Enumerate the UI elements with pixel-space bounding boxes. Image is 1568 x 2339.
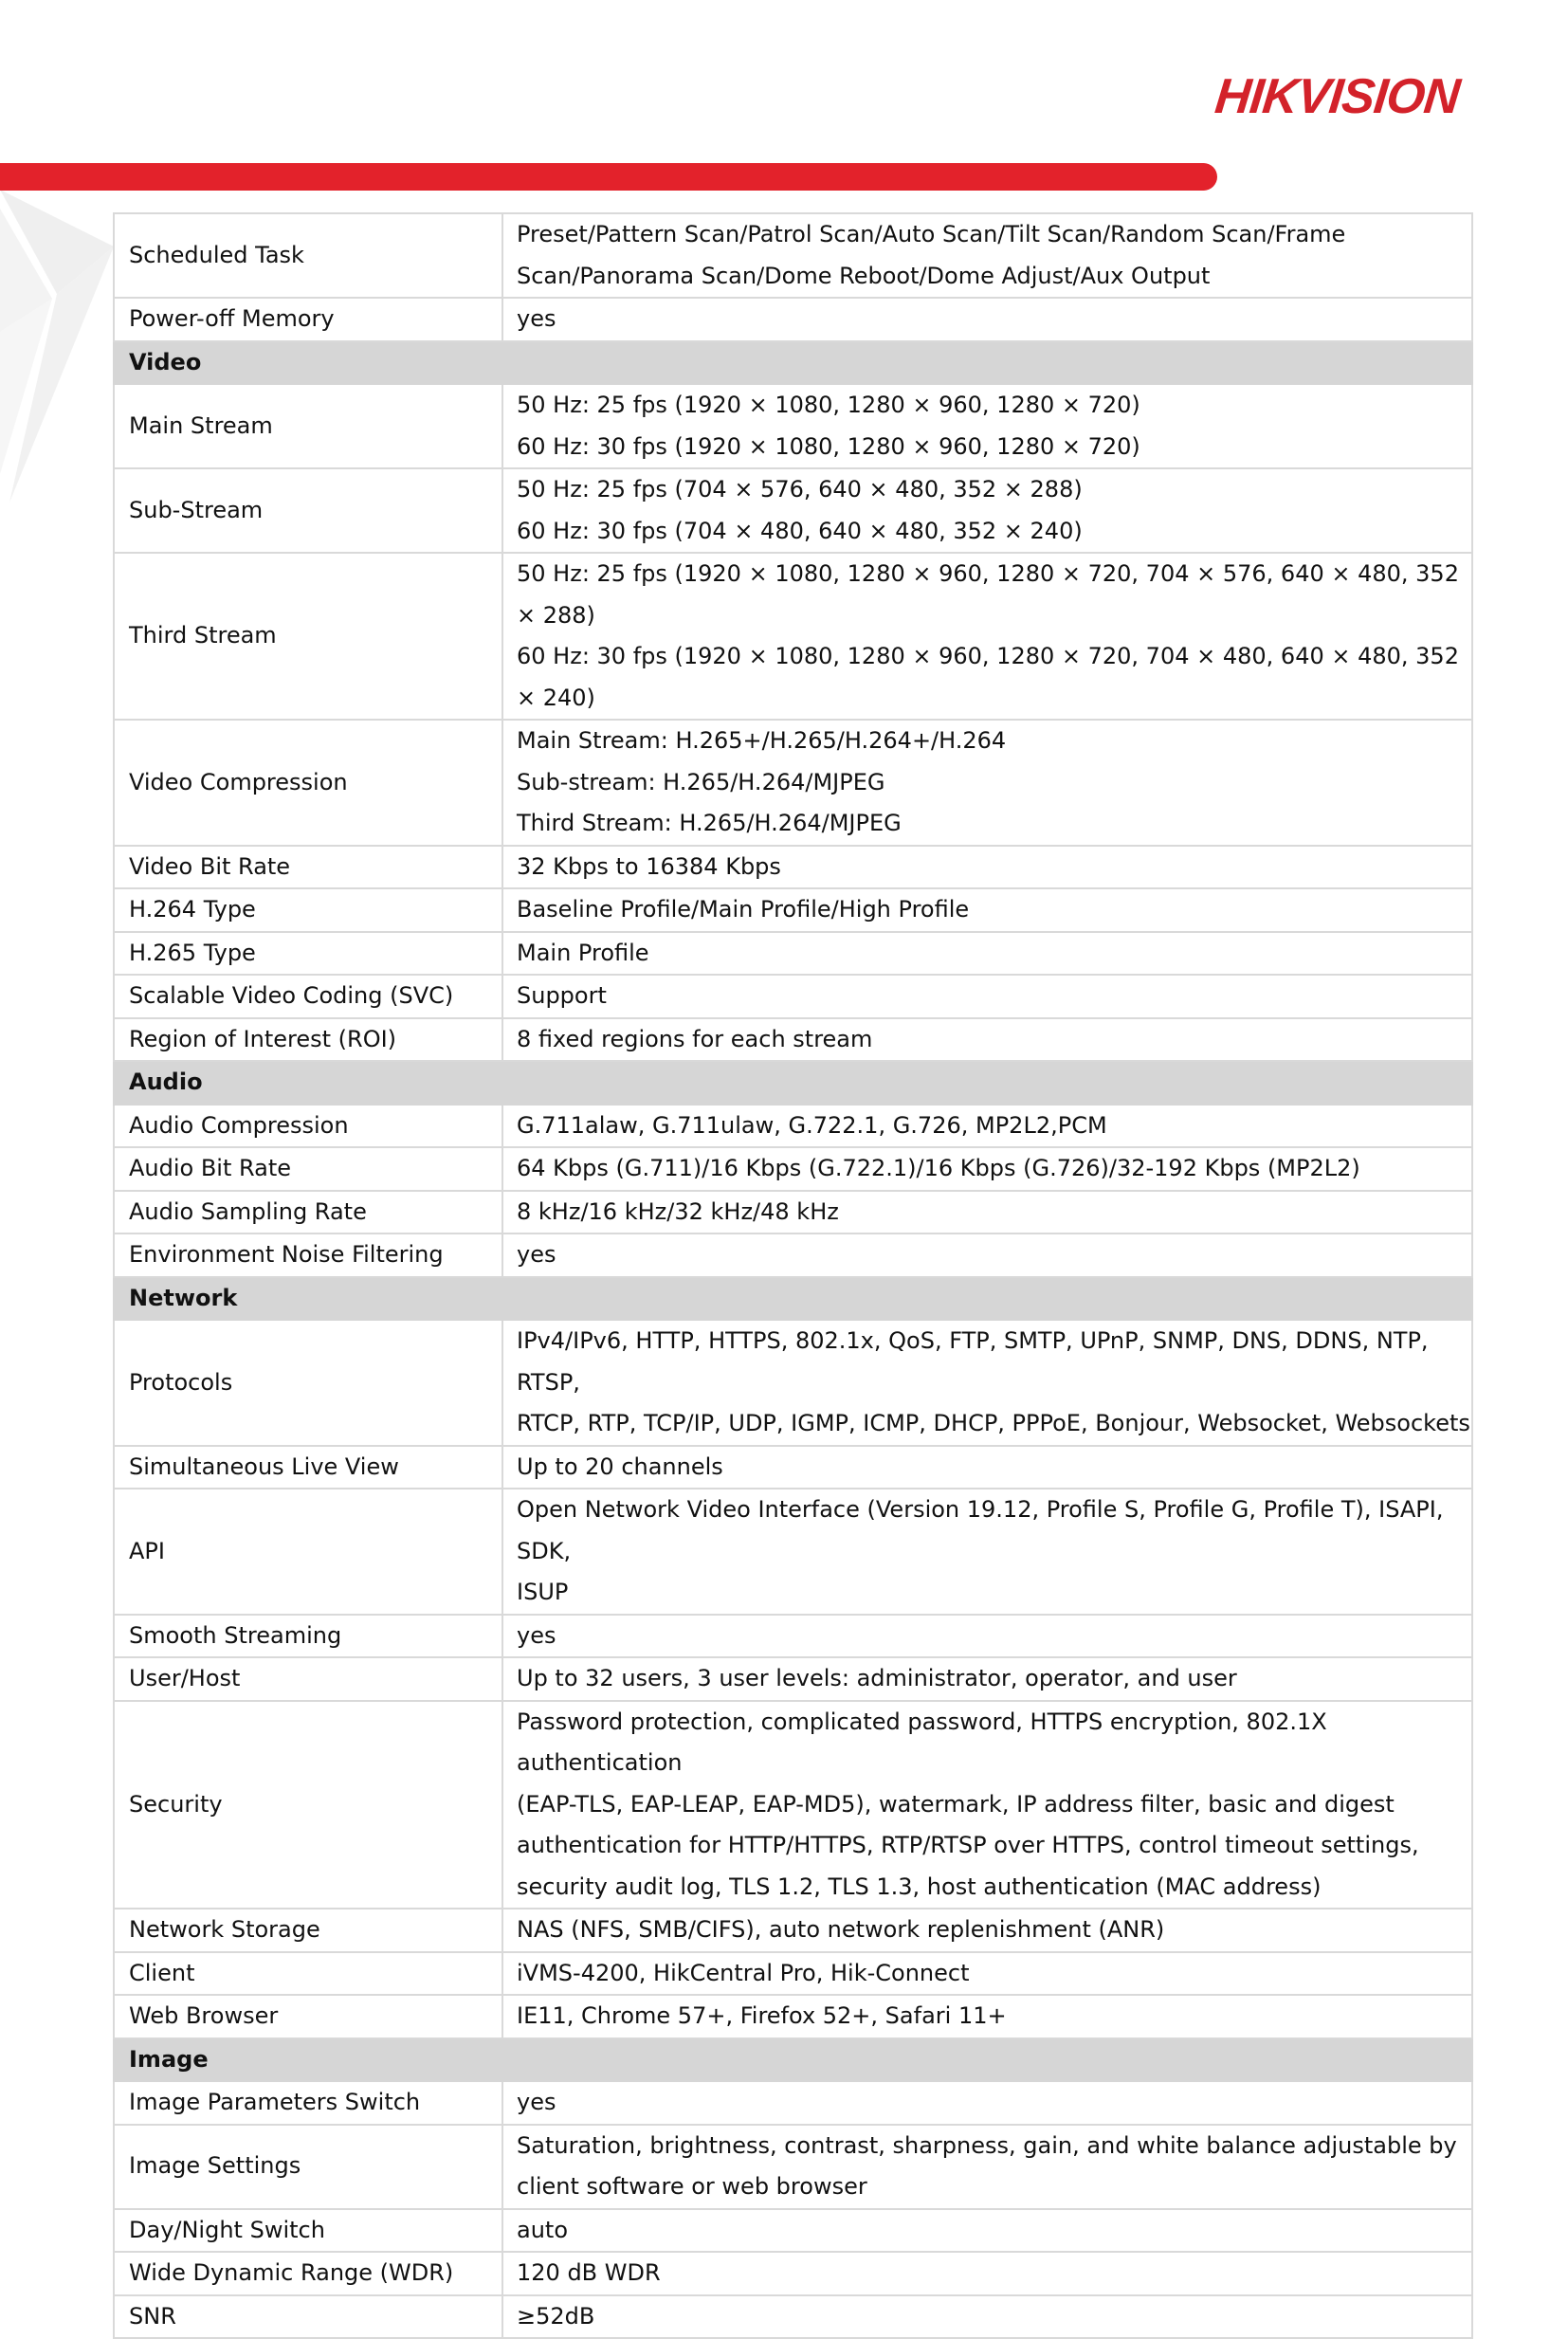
spec-label: Day/Night Switch [114, 2209, 502, 2253]
spec-value [502, 2252, 1472, 2295]
spec-value-line: Saturation, brightness, contrast, sharpness, gain, and white balance adjustable by [517, 2131, 1457, 2159]
spec-value [502, 1615, 1472, 1658]
section-header-row [114, 2038, 1472, 2082]
spec-row [114, 1615, 1472, 1658]
spec-value-line: Support [517, 982, 607, 1009]
spec-label: API [114, 1489, 502, 1615]
spec-label: Scheduled Task [114, 213, 502, 298]
section-title: Image [114, 2038, 1472, 2082]
spec-value-line: client software or web browser [517, 2173, 867, 2200]
spec-value-line: auto [517, 2216, 569, 2243]
spec-label: Simultaneous Live View [114, 1446, 502, 1489]
spec-value [502, 1701, 1472, 1910]
spec-row [114, 1657, 1472, 1701]
spec-value-line: RTCP, RTP, TCP/IP, UDP, IGMP, ICMP, DHCP, PPPoE, Bonjour, Websocket, Websockets [517, 1410, 1470, 1436]
spec-value-line: 50 Hz: 25 fps (1920 × 1080, 1280 × 960, 1280 × 720) [517, 392, 1140, 418]
spec-row [114, 1909, 1472, 1952]
spec-value-line: Third Stream: H.265/H.264/MJPEG [517, 810, 902, 836]
spec-table [113, 212, 1473, 2339]
spec-value-line: 120 dB WDR [517, 2259, 661, 2286]
spec-value [502, 1952, 1472, 1996]
spec-value-line: IE11, Chrome 57+, Firefox 52+, Safari 11+ [517, 2002, 1007, 2029]
spec-row [114, 1995, 1472, 2038]
spec-value-line: Sub-stream: H.265/H.264/MJPEG [517, 768, 885, 795]
spec-label: Audio Compression [114, 1105, 502, 1148]
spec-row [114, 846, 1472, 889]
spec-value-line: 60 Hz: 30 fps (1920 × 1080, 1280 × 960, 1280 × 720, 704 × 480, 640 × 480, 352 × 240) [517, 643, 1459, 711]
spec-row [114, 932, 1472, 976]
spec-value-line: Baseline Profile/Main Profile/High Profile [517, 896, 970, 923]
spec-value [502, 1191, 1472, 1234]
spec-value [502, 468, 1472, 553]
spec-row [114, 1191, 1472, 1234]
spec-row [114, 1952, 1472, 1996]
spec-value-line: Up to 32 users, 3 user levels: administrator, operator, and user [517, 1665, 1237, 1691]
spec-label: Main Stream [114, 384, 502, 468]
spec-value [502, 553, 1472, 720]
spec-value [502, 1233, 1472, 1277]
spec-value-line: Up to 20 channels [517, 1453, 723, 1480]
spec-value [502, 1446, 1472, 1489]
spec-value-line: yes [517, 1241, 556, 1268]
spec-row [114, 1446, 1472, 1489]
spec-row [114, 213, 1472, 298]
spec-label: SNR [114, 2295, 502, 2339]
spec-label: Image Settings [114, 2125, 502, 2209]
spec-label: Environment Noise Filtering [114, 1233, 502, 1277]
spec-row [114, 2295, 1472, 2339]
spec-label: Audio Bit Rate [114, 1147, 502, 1191]
spec-value-line: yes [517, 305, 556, 332]
spec-value-line: IPv4/IPv6, HTTP, HTTPS, 802.1x, QoS, FTP, SMTP, UPnP, SNMP, DNS, DDNS, NTP, RTSP, [517, 1327, 1429, 1396]
spec-label: Security [114, 1701, 502, 1910]
spec-value-line: (EAP-TLS, EAP-LEAP, EAP-MD5), watermark, IP address filter, basic and digest [517, 1790, 1395, 1818]
section-header-row [114, 1061, 1472, 1105]
spec-value-line: security audit log, TLS 1.2, TLS 1.3, host authentication (MAC address) [517, 1873, 1322, 1900]
hikvision-logo: HIKVISION [1212, 69, 1462, 124]
spec-value [502, 1018, 1472, 1062]
spec-value-line: 64 Kbps (G.711)/16 Kbps (G.722.1)/16 Kbps (G.726)/32-192 Kbps (MP2L2) [517, 1155, 1360, 1181]
spec-row [114, 384, 1472, 468]
spec-value-line: yes [517, 1621, 556, 1649]
spec-value [502, 1105, 1472, 1148]
spec-value-line: Open Network Video Interface (Version 19.12, Profile S, Profile G, Profile T), ISAPI, SDK, [517, 1496, 1444, 1564]
spec-value-line: iVMS-4200, HikCentral Pro, Hik-Connect [517, 1959, 970, 1986]
spec-value [502, 888, 1472, 932]
spec-value-line: NAS (NFS, SMB/CIFS), auto network replenishment (ANR) [517, 1916, 1165, 1943]
spec-row [114, 468, 1472, 553]
spec-value-line: ISUP [517, 1579, 569, 1605]
spec-value-line: G.711alaw, G.711ulaw, G.722.1, G.726, MP2L2,PCM [517, 1111, 1107, 1139]
spec-row [114, 975, 1472, 1018]
spec-row [114, 1018, 1472, 1062]
header-red-bar [0, 163, 1217, 191]
spec-label: Network Storage [114, 1909, 502, 1952]
spec-value [502, 1657, 1472, 1701]
spec-label: Video Bit Rate [114, 846, 502, 889]
spec-row [114, 2081, 1472, 2125]
spec-value-line: 8 kHz/16 kHz/32 kHz/48 kHz [517, 1197, 839, 1225]
section-header-row [114, 1277, 1472, 1321]
spec-label: Power-off Memory [114, 298, 502, 341]
spec-value [502, 720, 1472, 846]
spec-value [502, 1147, 1472, 1191]
spec-label: Third Stream [114, 553, 502, 720]
spec-value [502, 2081, 1472, 2125]
spec-label: Audio Sampling Rate [114, 1191, 502, 1234]
spec-label: H.265 Type [114, 932, 502, 976]
section-header-row [114, 341, 1472, 385]
spec-value [502, 2125, 1472, 2209]
spec-label: Image Parameters Switch [114, 2081, 502, 2125]
spec-label: H.264 Type [114, 888, 502, 932]
spec-value [502, 1995, 1472, 2038]
spec-label: Web Browser [114, 1995, 502, 2038]
spec-value [502, 846, 1472, 889]
spec-value-line: Main Stream: H.265+/H.265/H.264+/H.264 [517, 727, 1007, 754]
spec-label: Client [114, 1952, 502, 1996]
spec-row [114, 888, 1472, 932]
spec-row [114, 1233, 1472, 1277]
spec-row [114, 720, 1472, 846]
spec-value-line: 60 Hz: 30 fps (704 × 480, 640 × 480, 352 × 240) [517, 517, 1083, 544]
spec-value-line: Scan/Panorama Scan/Dome Reboot/Dome Adjust/Aux Output [517, 262, 1211, 289]
spec-value-line: yes [517, 2089, 556, 2115]
spec-value-line: Preset/Pattern Scan/Patrol Scan/Auto Scan/Tilt Scan/Random Scan/Frame [517, 221, 1346, 247]
spec-value-line: Main Profile [517, 939, 649, 966]
spec-value [502, 384, 1472, 468]
spec-value [502, 1489, 1472, 1615]
spec-value-line: authentication for HTTP/HTTPS, RTP/RTSP over HTTPS, control timeout settings, [517, 1832, 1419, 1858]
spec-value-line: 50 Hz: 25 fps (1920 × 1080, 1280 × 960, 1280 × 720, 704 × 576, 640 × 480, 352 × 288) [517, 560, 1459, 629]
spec-label: Video Compression [114, 720, 502, 846]
spec-row [114, 2125, 1472, 2209]
spec-label: Protocols [114, 1320, 502, 1446]
spec-label: Wide Dynamic Range (WDR) [114, 2252, 502, 2295]
spec-row [114, 553, 1472, 720]
spec-row [114, 1105, 1472, 1148]
spec-label: Sub-Stream [114, 468, 502, 553]
spec-row [114, 1701, 1472, 1910]
section-title: Network [114, 1277, 1472, 1321]
spec-value [502, 298, 1472, 341]
section-title: Video [114, 341, 1472, 385]
spec-row [114, 2252, 1472, 2295]
spec-value [502, 1320, 1472, 1446]
spec-row [114, 2209, 1472, 2253]
spec-value-line: 32 Kbps to 16384 Kbps [517, 852, 781, 880]
spec-row [114, 298, 1472, 341]
spec-label: Smooth Streaming [114, 1615, 502, 1658]
spec-value-line: Password protection, complicated password, HTTPS encryption, 802.1X authentication [517, 1708, 1327, 1776]
spec-label: User/Host [114, 1657, 502, 1701]
section-title: Audio [114, 1061, 1472, 1105]
spec-value [502, 1909, 1472, 1952]
spec-row [114, 1489, 1472, 1615]
spec-row [114, 1320, 1472, 1446]
spec-value [502, 2295, 1472, 2339]
watermark-graphic [0, 190, 114, 503]
spec-value-line: 8 fixed regions for each stream [517, 1025, 873, 1052]
spec-value [502, 932, 1472, 976]
spec-value [502, 975, 1472, 1018]
spec-value-line: 50 Hz: 25 fps (704 × 576, 640 × 480, 352 × 288) [517, 476, 1083, 503]
spec-value [502, 2209, 1472, 2253]
spec-value-line: ≥52dB [517, 2302, 595, 2330]
spec-row [114, 1147, 1472, 1191]
spec-value [502, 213, 1472, 298]
spec-label: Scalable Video Coding (SVC) [114, 975, 502, 1018]
spec-value-line: 60 Hz: 30 fps (1920 × 1080, 1280 × 960, 1280 × 720) [517, 432, 1140, 460]
spec-label: Region of Interest (ROI) [114, 1018, 502, 1062]
